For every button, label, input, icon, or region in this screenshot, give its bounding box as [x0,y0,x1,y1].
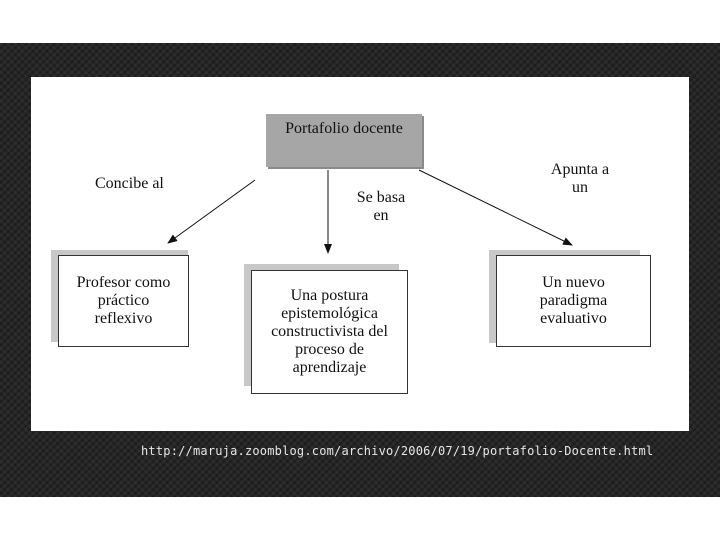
node-right-label: Un nuevo paradigma evaluativo [539,274,608,327]
root-node-label: Portafolio docente [285,120,403,137]
arrow-left [168,180,255,243]
node-center-label: Una postura epistemológica constructivista del proceso de aprendizaje [271,287,388,376]
node-center [251,270,408,394]
edge-label-left: Concibe al [95,175,164,192]
source-url-caption: http://maruja.zoomblog.com/archivo/2006/07/19/portafolio-Docente.html [141,444,654,458]
node-left-label: Profesor como práctico reflexivo [76,274,171,327]
root-node [266,114,422,167]
slide-background [0,43,720,497]
node-left [58,255,189,347]
edge-label-right: Apunta a un [550,161,610,196]
diagram-panel [31,77,689,431]
edge-label-center: Se basa en [356,189,406,224]
node-right [496,255,651,347]
